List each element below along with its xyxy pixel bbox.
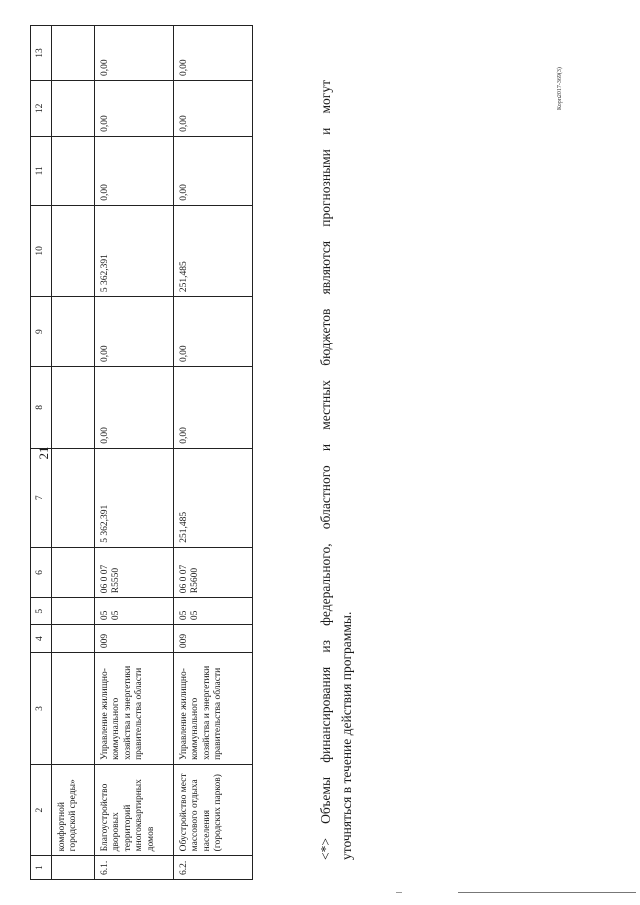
- funding-table: [30, 25, 253, 880]
- amount-col-13: 0,00: [174, 26, 253, 81]
- table-cell: [52, 205, 95, 296]
- table-cell: [52, 80, 95, 136]
- row-number: 6.1.: [95, 856, 174, 880]
- row-number: 6.2.: [174, 856, 253, 880]
- table-cell: [52, 625, 95, 653]
- rzpr-code: 05 05: [95, 598, 174, 625]
- column-number-row: [31, 26, 52, 880]
- amount-col-12: 0,00: [174, 80, 253, 136]
- rotated-page-content: [30, 25, 615, 880]
- column-number: 6: [31, 547, 52, 598]
- rzpr-code: 05 05: [174, 598, 253, 625]
- regional-amount: 0,00: [95, 297, 174, 367]
- measure-name: Благоустройство дворовых территорий многоквартирных домов: [95, 764, 174, 855]
- table-cell: [52, 653, 95, 765]
- column-number: 8: [31, 367, 52, 449]
- local-amount: 5 362,391: [95, 205, 174, 296]
- csr-code: 06 0 07 R5600: [174, 547, 253, 598]
- amount-col-11: 0,00: [95, 136, 174, 205]
- column-number: 9: [31, 297, 52, 367]
- page-number: 21: [36, 446, 51, 460]
- amount-col-11: 0,00: [174, 136, 253, 205]
- amount-col-12: 0,00: [95, 80, 174, 136]
- amount-col-13: 0,00: [95, 26, 174, 81]
- table-cell: [52, 297, 95, 367]
- column-number: 7: [31, 448, 52, 547]
- federal-amount: 0,00: [174, 367, 253, 449]
- executor: Управление жилищно-коммунального хозяйства и энергетики правительства области: [174, 653, 253, 765]
- table-cell: [52, 26, 95, 81]
- federal-amount: 0,00: [95, 367, 174, 449]
- grbs-code: 009: [95, 625, 174, 653]
- table-cell: [52, 547, 95, 598]
- column-number: 13: [31, 26, 52, 81]
- continuation-row: [52, 26, 95, 880]
- table-cell: [52, 856, 95, 880]
- table-row: [174, 26, 253, 880]
- footnote-line-2: уточняться в течение действия программы.: [339, 611, 354, 860]
- executor: Управление жилищно-коммунального хозяйства и энергетики правительства области: [95, 653, 174, 765]
- table-row: [95, 26, 174, 880]
- regional-amount: 0,00: [174, 297, 253, 367]
- column-number: 2: [31, 764, 52, 855]
- table-cell: [52, 136, 95, 205]
- total-amount: 251,485: [174, 448, 253, 547]
- grbs-code: 009: [174, 625, 253, 653]
- margin-tick: [396, 892, 402, 893]
- footnote-line-1: <*> Объемы финансирования из федерального, областного и местных бюджетов являются прогнозными и могут: [318, 80, 333, 860]
- column-number: 4: [31, 625, 52, 653]
- total-amount: 5 362,391: [95, 448, 174, 547]
- column-number: 10: [31, 205, 52, 296]
- measure-name: Обустройство мест массового отдыха населения (городских парков): [174, 764, 253, 855]
- continued-name-cell: комфортной городской среды»: [52, 764, 95, 855]
- local-amount: 251,485: [174, 205, 253, 296]
- column-number: 12: [31, 80, 52, 136]
- document-code: Корп2017-369(3): [557, 67, 563, 110]
- footnote: [315, 80, 357, 860]
- column-number: 11: [31, 136, 52, 205]
- column-number: 1: [31, 856, 52, 880]
- table-cell: [52, 367, 95, 449]
- bottom-rule: [458, 892, 636, 893]
- column-number: 5: [31, 598, 52, 625]
- table-cell: [52, 598, 95, 625]
- table-cell: [52, 448, 95, 547]
- column-number: 3: [31, 653, 52, 765]
- csr-code: 06 0 07 R5550: [95, 547, 174, 598]
